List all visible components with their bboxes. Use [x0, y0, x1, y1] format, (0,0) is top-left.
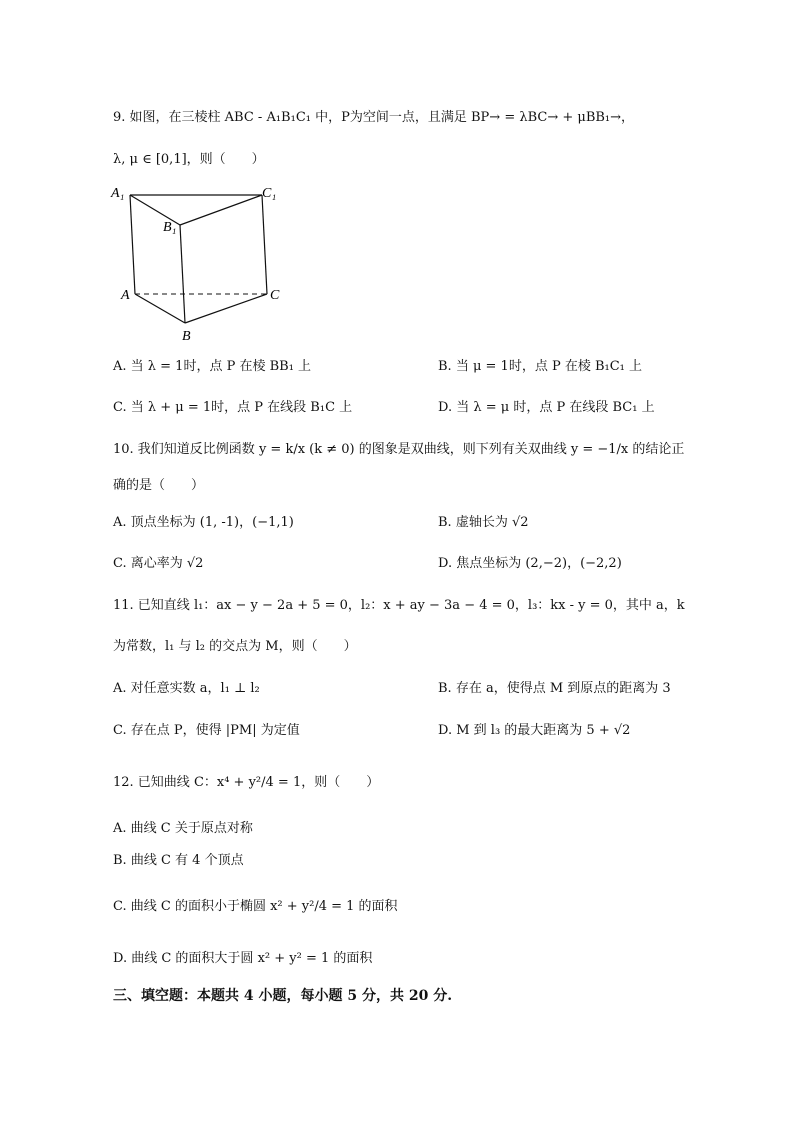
edge-aa1 — [130, 195, 135, 294]
q9-option-c: C. 当 λ + μ = 1时，点 P 在线段 B₁C 上 — [113, 400, 353, 415]
q12-option-d: D. 曲线 C 的面积大于圆 x² + y² = 1 的面积 — [113, 951, 373, 966]
q12-stem: 12. 已知曲线 C：x⁴ + y²/4 = 1，则（ ） — [113, 775, 380, 790]
section-heading-fill-in: 三、填空题：本题共 4 小题，每小题 5 分，共 20 分. — [113, 988, 453, 1004]
q11-option-c: C. 存在点 P，使得 |PM| 为定值 — [113, 723, 300, 738]
edge-cc1 — [262, 195, 267, 294]
q12-option-c: C. 曲线 C 的面积小于椭圆 x² + y²/4 = 1 的面积 — [113, 899, 398, 914]
q11-option-b: B. 存在 a，使得点 M 到原点的距离为 3 — [438, 681, 671, 696]
q10-option-c: C. 离心率为 √2 — [113, 556, 204, 571]
label-c: C — [270, 288, 280, 303]
edge-bc — [185, 294, 267, 323]
q11-option-a: A. 对任意实数 a，l₁ ⊥ l₂ — [113, 681, 260, 696]
label-c1: C₁ — [262, 186, 277, 201]
q11-option-d: D. M 到 l₃ 的最大距离为 5 + √2 — [438, 723, 631, 738]
label-a: A — [121, 288, 130, 303]
label-b1: B₁ — [163, 220, 177, 235]
label-a1: A₁ — [111, 186, 125, 201]
q10-stem: 10. 我们知道反比例函数 y = k/x (k ≠ 0) 的图象是双曲线，则下列有关双曲线 y = −1/x 的结论正 — [113, 442, 685, 457]
q9-option-b: B. 当 μ = 1时，点 P 在棱 B₁C₁ 上 — [438, 359, 643, 374]
q10-stem-cont: 确的是（ ） — [113, 478, 205, 493]
q10-option-d: D. 焦点坐标为 (2,−2)，(−2,2) — [438, 556, 622, 571]
edge-bb1 — [180, 225, 185, 323]
q12-option-a: A. 曲线 C 关于原点对称 — [113, 821, 253, 836]
q9-option-d: D. 当 λ = μ 时，点 P 在线段 BC₁ 上 — [438, 400, 655, 415]
q9-stem-cont: λ, μ ∈ [0,1]，则（ ） — [113, 152, 265, 167]
prism-figure — [105, 178, 305, 348]
q9-stem: 9. 如图，在三棱柱 ABC - A₁B₁C₁ 中，P为空间一点，且满足 BP→ = λBC→ + μBB₁→， — [113, 110, 635, 125]
edge-b1c1 — [180, 195, 262, 225]
edge-ab — [135, 294, 185, 323]
q10-option-b: B. 虚轴长为 √2 — [438, 515, 529, 530]
q11-stem-cont: 为常数，l₁ 与 l₂ 的交点为 M，则（ ） — [113, 639, 357, 654]
q9-option-a: A. 当 λ = 1时，点 P 在棱 BB₁ 上 — [113, 359, 312, 374]
label-b: B — [182, 329, 191, 344]
q10-option-a: A. 顶点坐标为 (1, -1)，(−1,1) — [113, 515, 294, 530]
q12-option-b: B. 曲线 C 有 4 个顶点 — [113, 853, 244, 868]
q11-stem: 11. 已知直线 l₁：ax − y − 2a + 5 = 0，l₂：x + ay − 3a − 4 = 0，l₃：kx - y = 0，其中 a，k — [113, 598, 685, 613]
